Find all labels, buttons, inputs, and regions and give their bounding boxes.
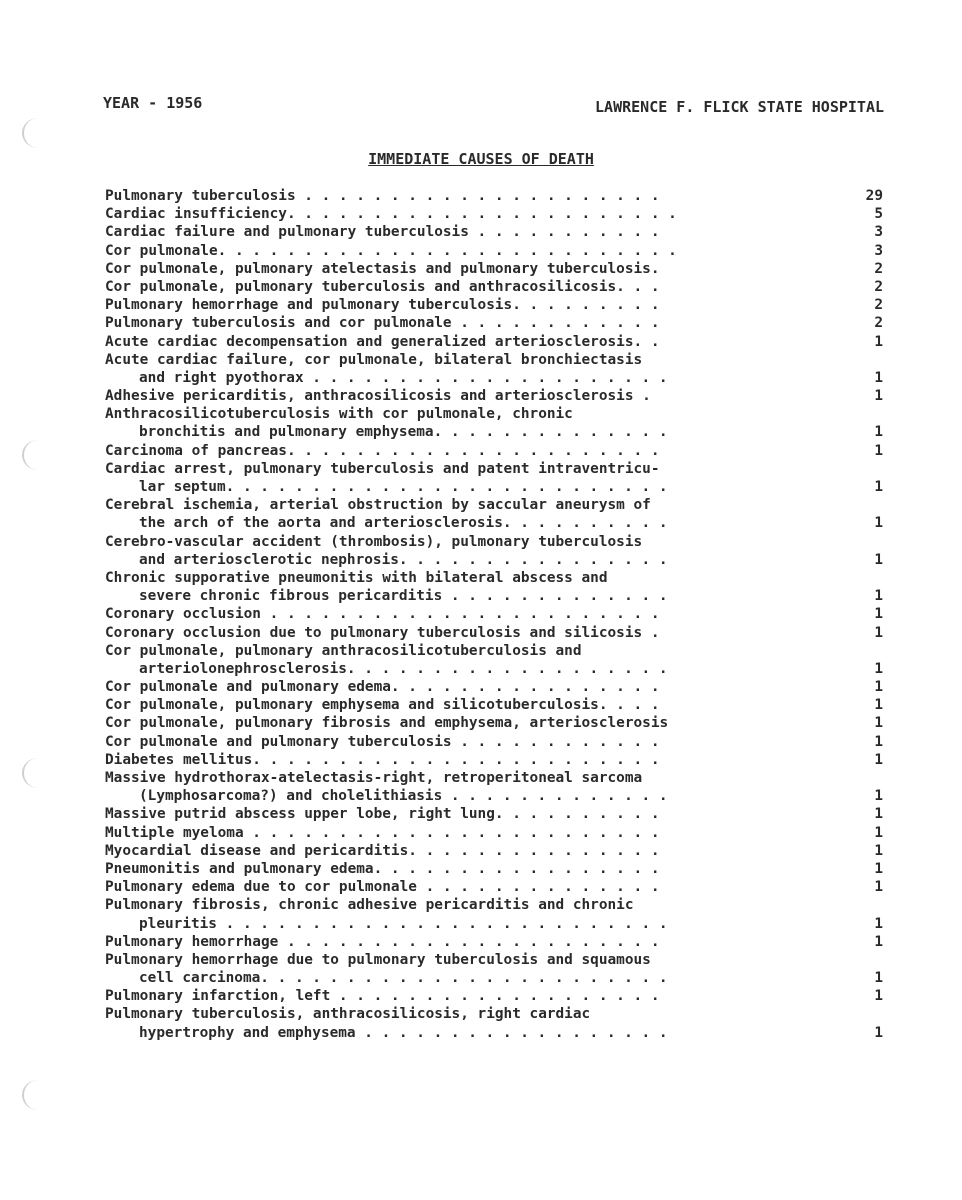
cause-text: Pulmonary hemorrhage due to pulmonary tuberculosis and squamous xyxy=(105,951,651,968)
cause-entry xyxy=(105,714,885,732)
cause-text-continuation: the arch of the aorta and arteriosclerosis. . . . . . . . . . xyxy=(139,515,668,532)
death-count: 3 xyxy=(874,242,883,259)
cause-entry xyxy=(105,387,885,405)
cause-entry xyxy=(105,605,885,623)
death-count: 3 xyxy=(874,224,883,241)
death-count: 1 xyxy=(874,879,883,896)
death-count: 2 xyxy=(874,260,883,277)
death-count: 1 xyxy=(874,606,883,623)
cause-text: Pulmonary hemorrhage and pulmonary tuberculosis. . . . . . . . . xyxy=(105,297,660,314)
cause-text: Pulmonary infarction, left . . . . . . . . . . . . . . . . . . . xyxy=(105,988,660,1005)
death-count: 1 xyxy=(874,933,883,950)
cause-text: Acute cardiac decompensation and generalized arteriosclerosis. . xyxy=(105,333,660,350)
cause-text: Myocardial disease and pericarditis. . . . . . . . . . . . . . . xyxy=(105,842,660,859)
cause-text: Cor pulmonale, pulmonary atelectasis and pulmonary tuberculosis. xyxy=(105,260,660,277)
cause-text: Cor pulmonale. . . . . . . . . . . . . . . . . . . . . . . . . . . xyxy=(105,242,677,259)
cause-entry xyxy=(105,987,885,1005)
death-count: 1 xyxy=(874,624,883,641)
cause-text: Cardiac insufficiency. . . . . . . . . . . . . . . . . . . . . . . xyxy=(105,206,677,223)
cause-entry xyxy=(105,205,885,223)
cause-entry xyxy=(105,678,885,696)
cause-text-continuation: and right pyothorax . . . . . . . . . . . . . . . . . . . . . xyxy=(139,369,668,386)
death-count: 1 xyxy=(874,442,883,459)
cause-text: Pneumonitis and pulmonary edema. . . . . . . . . . . . . . . . . xyxy=(105,860,660,877)
death-count: 1 xyxy=(874,697,883,714)
header-hospital: LAWRENCE F. FLICK STATE HOSPITAL xyxy=(595,98,884,116)
death-count: 1 xyxy=(874,1024,883,1041)
cause-entry xyxy=(105,769,885,805)
cause-entry xyxy=(105,333,885,351)
cause-text-continuation: (Lymphosarcoma?) and cholelithiasis . . . . . . . . . . . . . xyxy=(139,788,668,805)
death-count: 1 xyxy=(874,479,883,495)
cause-entry xyxy=(105,624,885,642)
death-count: 1 xyxy=(874,860,883,877)
punch-hole-mark xyxy=(22,758,54,788)
death-count: 1 xyxy=(874,515,883,532)
cause-entry xyxy=(105,860,885,878)
punch-hole-mark xyxy=(22,440,54,470)
page-title: IMMEDIATE CAUSES OF DEATH xyxy=(368,150,594,168)
cause-entry xyxy=(105,351,885,387)
cause-entry xyxy=(105,496,885,532)
death-count: 1 xyxy=(874,424,883,441)
cause-text: Cardiac failure and pulmonary tuberculosis . . . . . . . . . . . xyxy=(105,224,660,241)
cause-entry xyxy=(105,223,885,241)
cause-entry xyxy=(105,751,885,769)
cause-text-continuation: arteriolonephrosclerosis. . . . . . . . . . . . . . . . . . . xyxy=(139,660,668,677)
cause-entry xyxy=(105,187,885,205)
cause-text-continuation: bronchitis and pulmonary emphysema. . . . . . . . . . . . . . xyxy=(139,424,668,441)
cause-entry xyxy=(105,951,885,987)
cause-entry xyxy=(105,696,885,714)
cause-text: Acute cardiac failure, cor pulmonale, bilateral bronchiectasis xyxy=(105,351,643,368)
cause-text: Pulmonary tuberculosis, anthracosilicosis, right cardiac xyxy=(105,1006,591,1023)
cause-text: Pulmonary edema due to cor pulmonale . . . . . . . . . . . . . . xyxy=(105,879,660,896)
cause-text: Cardiac arrest, pulmonary tuberculosis and patent intraventricu- xyxy=(105,460,660,477)
cause-text: Cerebral ischemia, arterial obstruction by saccular aneurysm of xyxy=(105,497,651,514)
death-count: 1 xyxy=(874,988,883,1005)
cause-text-continuation: lar septum. . . . . . . . . . . . . . . . . . . . . . . . . . xyxy=(139,479,668,495)
cause-entry xyxy=(105,805,885,823)
cause-entry xyxy=(105,460,885,496)
death-count: 1 xyxy=(874,369,883,386)
cause-text: Pulmonary tuberculosis . . . . . . . . . . . . . . . . . . . . . xyxy=(105,188,660,204)
cause-text: Cor pulmonale, pulmonary emphysema and silicotuberculosis. . . . xyxy=(105,697,660,714)
header-year: YEAR - 1956 xyxy=(103,94,203,112)
death-count: 1 xyxy=(874,806,883,823)
cause-text: Pulmonary hemorrhage . . . . . . . . . . . . . . . . . . . . . . xyxy=(105,933,660,950)
cause-text: Pulmonary fibrosis, chronic adhesive pericarditis and chronic xyxy=(105,897,634,914)
death-count: 1 xyxy=(874,660,883,677)
cause-text: Massive hydrothorax-atelectasis-right, retroperitoneal sarcoma xyxy=(105,770,643,786)
cause-entry xyxy=(105,933,885,951)
cause-text: Anthracosilicotuberculosis with cor pulmonale, chronic xyxy=(105,406,573,423)
cause-text: Coronary occlusion . . . . . . . . . . . . . . . . . . . . . . . xyxy=(105,606,660,623)
cause-entry xyxy=(105,896,885,932)
cause-text: Carcinoma of pancreas. . . . . . . . . . . . . . . . . . . . . . xyxy=(105,442,660,459)
cause-text-continuation: hypertrophy and emphysema . . . . . . . . . . . . . . . . . . xyxy=(139,1024,668,1041)
punch-hole-mark xyxy=(22,1080,54,1110)
death-count: 1 xyxy=(874,715,883,732)
death-count: 29 xyxy=(865,188,883,204)
death-count: 1 xyxy=(874,824,883,841)
cause-entry xyxy=(105,296,885,314)
cause-text: Multiple myeloma . . . . . . . . . . . . . . . . . . . . . . . . xyxy=(105,824,660,841)
cause-text: Cor pulmonale and pulmonary tuberculosis . . . . . . . . . . . . xyxy=(105,733,660,750)
cause-entry xyxy=(105,314,885,332)
cause-text: Massive putrid abscess upper lobe, right lung. . . . . . . . . . xyxy=(105,806,660,823)
cause-entry xyxy=(105,642,885,678)
cause-text-continuation: severe chronic fibrous pericarditis . . . . . . . . . . . . . xyxy=(139,588,668,605)
cause-entry xyxy=(105,442,885,460)
cause-entry xyxy=(105,278,885,296)
death-count: 1 xyxy=(874,551,883,568)
cause-text: Pulmonary tuberculosis and cor pulmonale . . . . . . . . . . . . xyxy=(105,315,660,332)
cause-text: Cor pulmonale and pulmonary edema. . . . . . . . . . . . . . . . xyxy=(105,679,660,696)
cause-entry xyxy=(105,1005,885,1041)
death-count: 1 xyxy=(874,915,883,932)
death-count: 1 xyxy=(874,733,883,750)
death-count: 5 xyxy=(874,206,883,223)
cause-text: Chronic supporative pneumonitis with bilateral abscess and xyxy=(105,569,608,586)
cause-entry xyxy=(105,733,885,751)
death-count: 2 xyxy=(874,278,883,295)
death-count: 1 xyxy=(874,679,883,696)
cause-text: Diabetes mellitus. . . . . . . . . . . . . . . . . . . . . . . . xyxy=(105,751,660,768)
cause-text-continuation: and arteriosclerotic nephrosis. . . . . . . . . . . . . . . . xyxy=(139,551,668,568)
cause-text: Coronary occlusion due to pulmonary tuberculosis and silicosis . xyxy=(105,624,660,641)
death-count: 1 xyxy=(874,842,883,859)
cause-text: Adhesive pericarditis, anthracosilicosis and arteriosclerosis . xyxy=(105,388,651,405)
cause-entry xyxy=(105,260,885,278)
death-count: 2 xyxy=(874,315,883,332)
cause-entry xyxy=(105,242,885,260)
punch-hole-mark xyxy=(22,118,54,148)
death-count: 1 xyxy=(874,751,883,768)
cause-entry xyxy=(105,405,885,441)
cause-text: Cor pulmonale, pulmonary tuberculosis and anthracosilicosis. . . xyxy=(105,278,660,295)
cause-text-continuation: cell carcinoma. . . . . . . . . . . . . . . . . . . . . . . . xyxy=(139,970,668,987)
cause-entry xyxy=(105,842,885,860)
death-count: 1 xyxy=(874,788,883,805)
cause-text-continuation: pleuritis . . . . . . . . . . . . . . . . . . . . . . . . . . xyxy=(139,915,668,932)
cause-entry xyxy=(105,569,885,605)
cause-entry xyxy=(105,533,885,569)
cause-text: Cor pulmonale, pulmonary fibrosis and emphysema, arteriosclerosis xyxy=(105,715,669,732)
cause-text: Cerebro-vascular accident (thrombosis), pulmonary tuberculosis xyxy=(105,533,643,550)
death-count: 1 xyxy=(874,588,883,605)
death-count: 1 xyxy=(874,388,883,405)
causes-list xyxy=(105,187,885,1042)
death-count: 2 xyxy=(874,297,883,314)
cause-text: Cor pulmonale, pulmonary anthracosilicotuberculosis and xyxy=(105,642,582,659)
cause-entry xyxy=(105,824,885,842)
death-count: 1 xyxy=(874,333,883,350)
cause-entry xyxy=(105,878,885,896)
death-count: 1 xyxy=(874,970,883,987)
